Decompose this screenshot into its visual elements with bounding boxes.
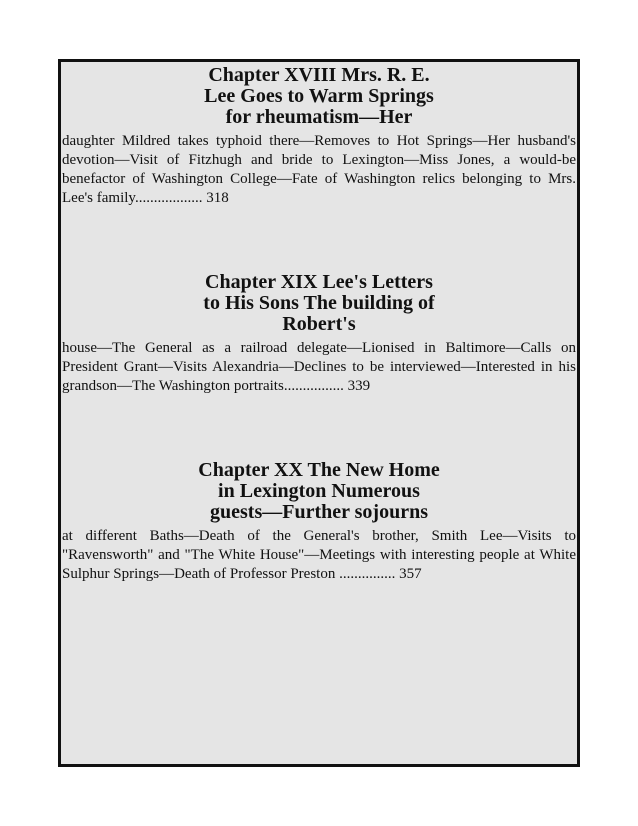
chapter-summary: daughter Mildred takes typhoid there—Removes to Hot Springs—Her husband's devotion—Visit of Fitzhugh and bride to Lexington—Miss Jones, a would-be benefactor of Washington College—Fate of Washington relics belonging to Mrs. Lee's family.................. 318 bbox=[62, 133, 576, 206]
heading-line: in Lexington Numerous bbox=[218, 480, 420, 502]
chapter-entry bbox=[61, 272, 577, 396]
heading-line: for rheumatism—Her bbox=[225, 106, 413, 128]
heading-line: Chapter XVIII Mrs. R. E. bbox=[208, 64, 430, 86]
chapter-summary: house—The General as a railroad delegate—Lionised in Baltimore—Calls on President Grant—Visits Alexandria—Declines to be interviewed—Interested in his grandson—The Washington portraits................ 339 bbox=[62, 340, 576, 394]
heading-line: to His Sons The building of bbox=[203, 292, 435, 314]
chapter-heading bbox=[61, 272, 577, 335]
heading-line: Chapter XX The New Home bbox=[198, 459, 440, 481]
toc-page bbox=[58, 59, 580, 767]
heading-line: Chapter XIX Lee's Letters bbox=[205, 271, 433, 293]
chapter-entry bbox=[61, 460, 577, 584]
heading-line: Lee Goes to Warm Springs bbox=[204, 85, 434, 107]
chapter-heading bbox=[61, 65, 577, 128]
chapter-summary: at different Baths—Death of the General's brother, Smith Lee—Visits to "Ravensworth" and "The White House"—Meetings with interesting people at White Sulphur Springs—Death of Professor Preston ............... 357 bbox=[62, 528, 576, 582]
chapter-entry bbox=[61, 65, 577, 208]
heading-line: guests—Further sojourns bbox=[210, 501, 428, 523]
chapter-heading bbox=[61, 460, 577, 523]
heading-line: Robert's bbox=[282, 313, 356, 335]
